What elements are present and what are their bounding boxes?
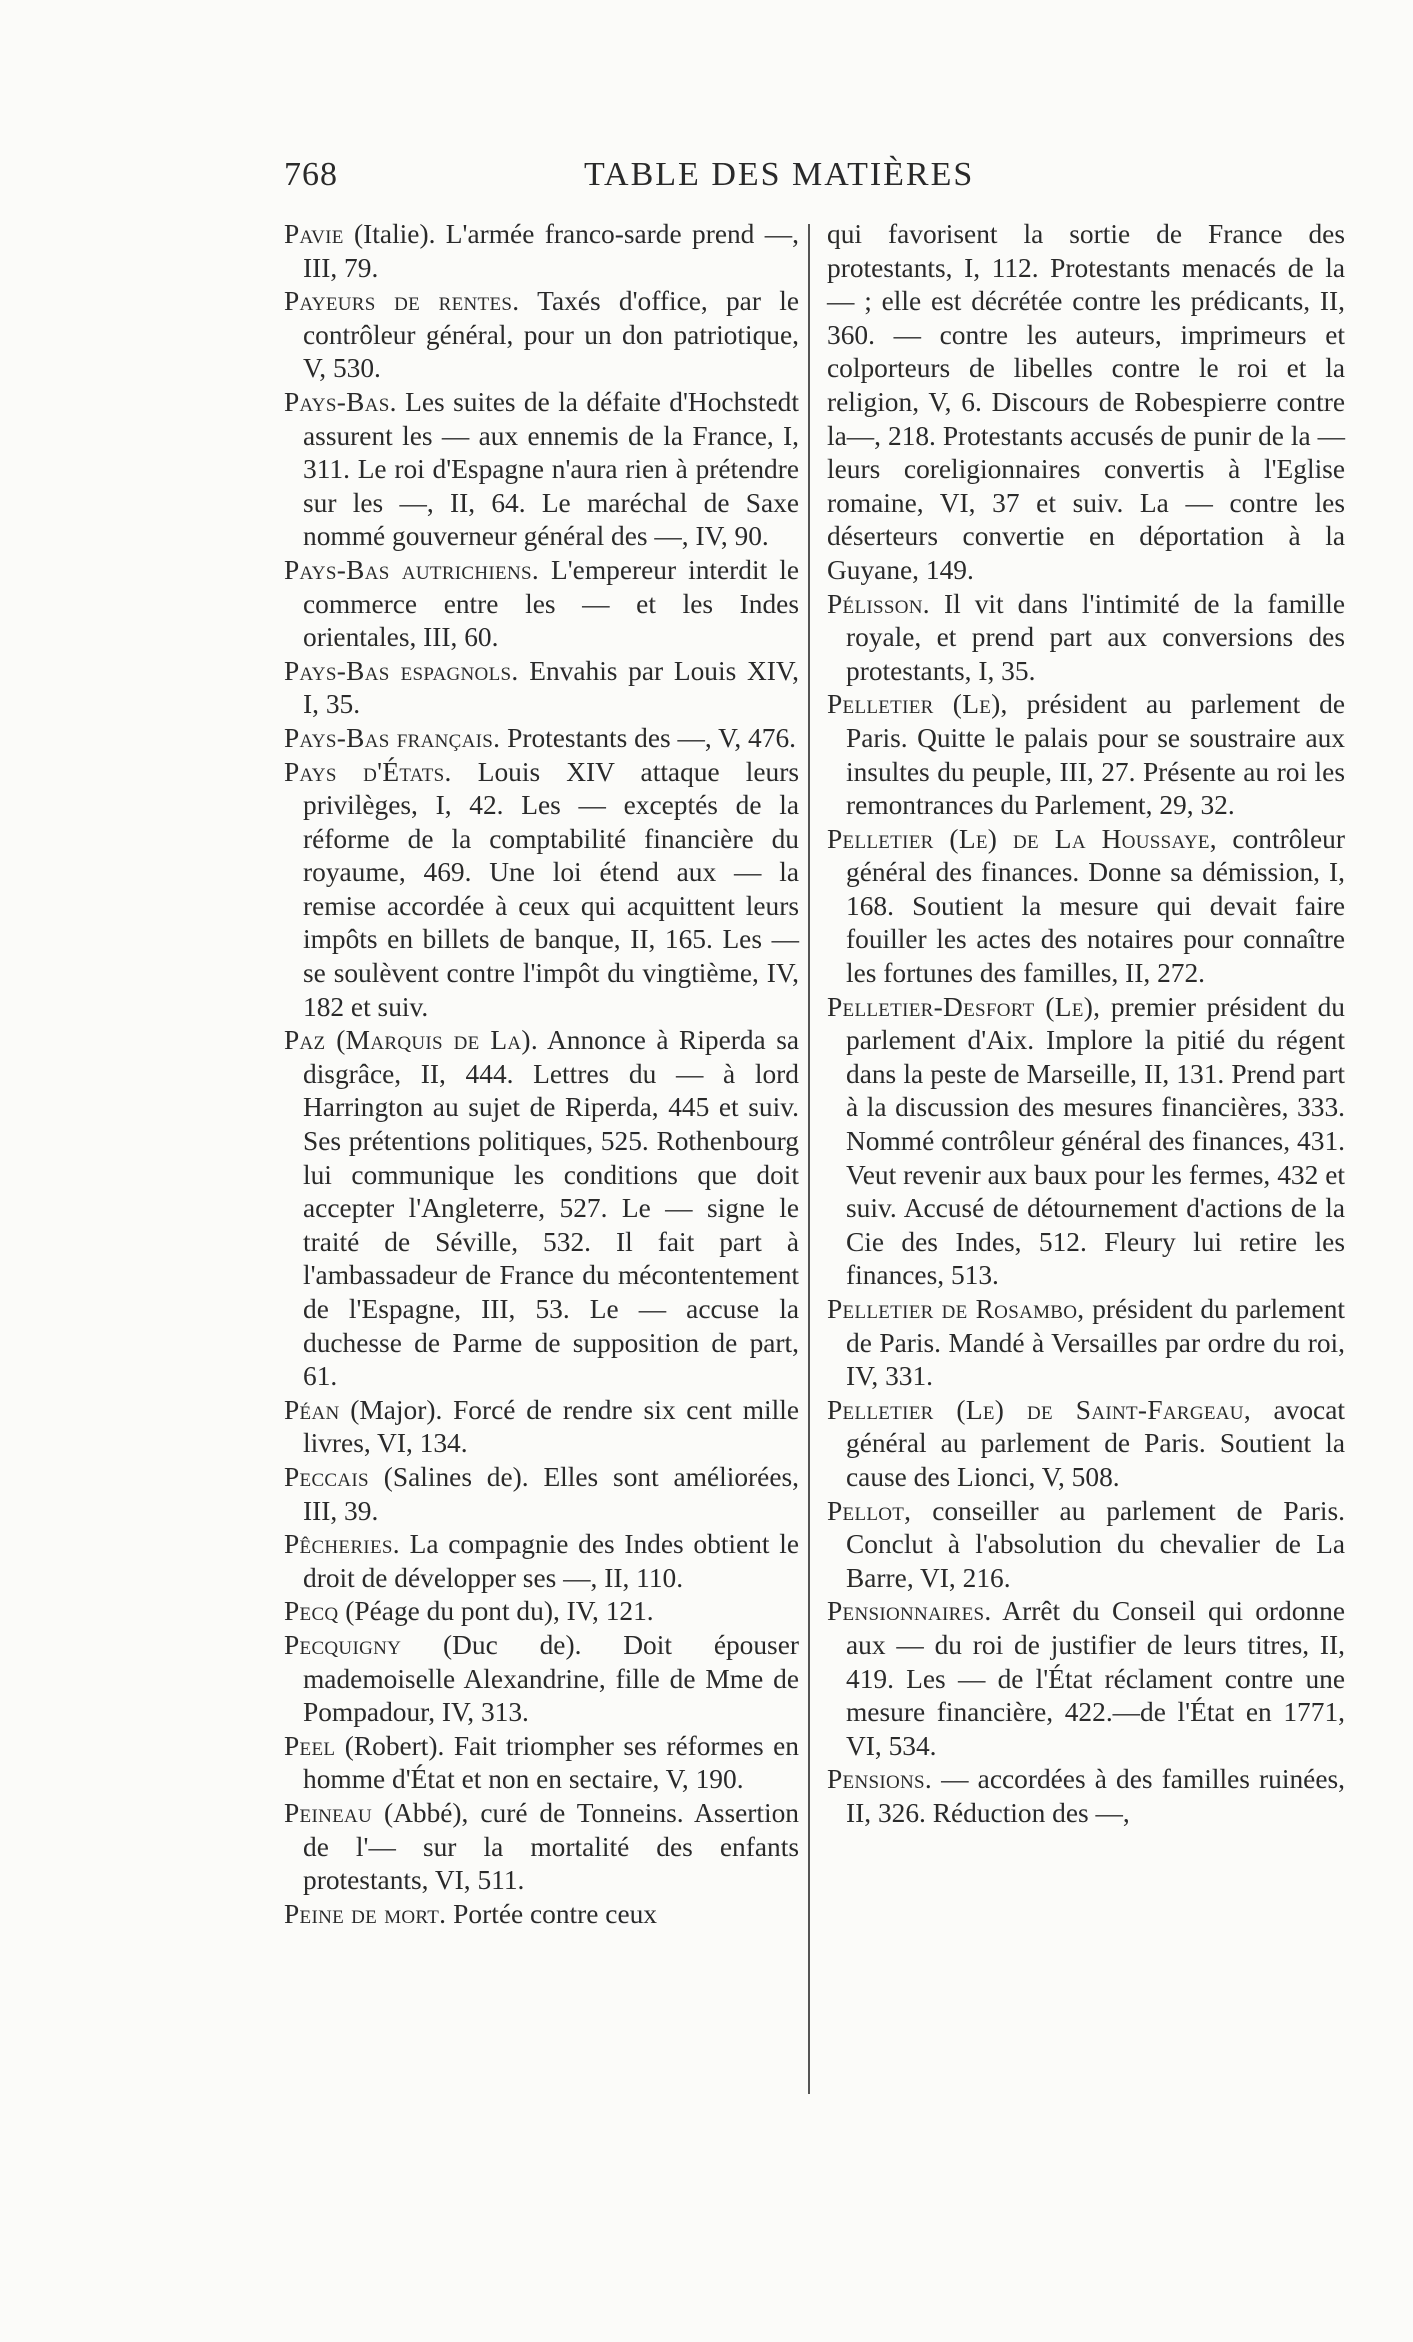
entry-heading: Pays-Bas. — [284, 386, 397, 417]
entry-text: (Italie). L'armée franco-sarde prend —, III, 79. — [303, 219, 799, 283]
entry-heading: Pecquigny — [284, 1629, 402, 1660]
entry-text: Portée contre ceux — [446, 1898, 657, 1929]
index-entry — [284, 655, 799, 722]
index-entry — [284, 1394, 799, 1461]
entry-text: (Péage du pont du), IV, 121. — [338, 1596, 654, 1627]
entry-text: L'empereur interdit le commerce entre les — et les Indes orientales, III, 60. — [303, 554, 799, 653]
index-entry — [284, 1024, 799, 1394]
entry-text: Taxés d'office, par le contrôleur général, pour un don patriotique, V, 530. — [303, 286, 799, 384]
index-entry — [284, 1595, 799, 1629]
index-entry — [284, 756, 799, 1025]
entry-text: Protestants des —, V, 476. — [500, 722, 796, 753]
index-entry — [284, 386, 799, 554]
entry-heading: Pêcheries. — [284, 1529, 400, 1560]
index-entry — [284, 1730, 799, 1797]
index-entry — [284, 554, 799, 655]
entry-text: président du parlement de Paris. Mandé à Versailles par ordre du roi, IV, 331. — [846, 1294, 1346, 1392]
page-header — [284, 150, 1014, 210]
entry-heading: Peccais — [284, 1461, 369, 1492]
index-entry — [284, 722, 799, 756]
entry-heading: Pelletier (Le) de Saint-Fargeau, — [827, 1394, 1251, 1425]
index-entry — [284, 1528, 799, 1595]
entry-text: conseiller au parlement de Paris. Conclut à l'absolution du chevalier de La Barre, VI, 216. — [846, 1495, 1345, 1593]
index-column-left — [284, 218, 799, 1931]
entry-text: Annonce à Riperda sa disgrâce, II, 444. Lettres du — à lord Harrington au sujet de Riperda, 445 et suiv. Ses prétentions politiques, 525. Rothenbourg lui communique les conditions que doit accepter l'Angleterre, 527. Le — signe le traité de Séville, 532. Il fait part à l'ambassadeur de France du mécontentement de l'Espagne, III, 53. Le — accuse la duchesse de Parme de supposition de part, 61. — [303, 1025, 800, 1392]
entry-text: (Robert). Fait triompher ses réformes en homme d'État et non en sectaire, V, 190. — [303, 1730, 799, 1795]
entry-text: La compagnie des Indes obtient le droit de développer ses —, II, 110. — [303, 1529, 799, 1593]
entry-heading: Pays-Bas espagnols. — [284, 655, 519, 686]
entry-text: — accordées à des familles ruinées, II, 326. Réduction des —, — [846, 1764, 1345, 1828]
column-divider — [808, 224, 810, 2094]
index-entry — [284, 1898, 799, 1932]
entry-heading: Paz (Marquis de La). — [284, 1025, 538, 1056]
entry-heading: Pellot, — [827, 1495, 912, 1526]
entry-heading: Payeurs de rentes. — [284, 286, 520, 317]
entry-heading: Pecq — [284, 1596, 339, 1627]
entry-heading: Peine de mort. — [284, 1898, 447, 1929]
entry-text: Envahis par Louis XIV, I, 35. — [303, 655, 799, 720]
entry-heading: Pensionnaires. — [827, 1596, 992, 1627]
index-entry — [827, 1763, 1345, 1830]
index-entry — [284, 218, 799, 285]
entry-text: (Abbé), curé de Tonneins. Assertion de l'— sur la mortalité des enfants protestants, VI, 511. — [303, 1797, 799, 1896]
entry-heading: Pensions. — [827, 1764, 933, 1795]
entry-text: (Major). Forcé de rendre six cent mille livres, VI, 134. — [303, 1394, 799, 1459]
entry-heading: Pavie — [284, 219, 344, 249]
entry-text: contrôleur général des finances. Donne sa démission, I, 168. Soutient la mesure qui devait faire fouiller les actes des notaires pour connaître les fortunes des familles, II, 272. — [846, 823, 1345, 989]
entry-text: premier président du parlement d'Aix. Implore la pitié du régent dans la peste de Marseille, II, 131. Prend part à la discussion des mesures financières, 333. Nommé contrôleur général des finances, 431. Veut revenir aux baux pour les fermes, 432 et suiv. Accusé de détournement d'actions de la Cie des Indes, 512. Fleury lui retire les finances, 513. — [846, 991, 1345, 1291]
index-entry — [284, 1461, 799, 1528]
index-entry — [827, 1595, 1345, 1763]
entry-heading: Pelletier (Le), — [827, 689, 1008, 720]
entry-text: qui favorisent la sortie de France des protestants, I, 112. Protestants menacés de la — ; elle est décrétée contre les prédicants, II, 360. — contre les auteurs, imprimeurs et colporteurs de libelles contre le roi et la religion, V, 6. Discours de Robespierre contre la—, 218. Protestants accusés de punir de la — leurs coreligionnaires convertis à l'Eglise romaine, VI, 37 et suiv. La — contre les déserteurs convertie en déportation à la Guyane, 149. — [827, 219, 1345, 585]
index-entry — [284, 1797, 799, 1898]
index-entry — [284, 1629, 799, 1730]
entry-heading: Peineau — [284, 1797, 373, 1828]
index-entry — [827, 1394, 1345, 1495]
entry-heading: Pelletier de Rosambo, — [827, 1294, 1085, 1324]
entry-text: avocat général au parlement de Paris. Soutient la cause des Lionci, V, 508. — [846, 1394, 1345, 1492]
entry-heading: Pays d'États. — [284, 756, 452, 787]
entry-text: (Duc de). Doit épouser mademoiselle Alexandrine, fille de Mme de Pompadour, IV, 313. — [303, 1629, 799, 1728]
entry-heading: Pelletier (Le) de La Houssaye, — [827, 823, 1217, 854]
index-entry — [284, 285, 799, 386]
entry-text: Il vit dans l'intimité de la famille royale, et prend part aux conversions des protestants, I, 35. — [846, 588, 1345, 686]
index-entry — [827, 991, 1345, 1293]
entry-heading: Pays-Bas français. — [284, 722, 501, 753]
entry-heading: Péan — [284, 1394, 340, 1425]
index-entry — [827, 1293, 1345, 1394]
index-entry — [827, 823, 1345, 991]
entry-heading: Pélisson. — [827, 588, 930, 619]
running-title: TABLE DES MATIÈRES — [584, 156, 975, 193]
index-entry — [827, 1495, 1345, 1596]
entry-text: Arrêt du Conseil qui ordonne aux — du roi de justifier de leurs titres, II, 419. Les — de l'État réclament contre une mesure financière, 422.—de l'État en 1771, VI, 534. — [846, 1596, 1345, 1761]
entry-text: président au parlement de Paris. Quitte le palais pour se soustraire aux insultes du peuple, III, 27. Présente au roi les remontrances du Parlement, 29, 32. — [846, 689, 1345, 821]
index-entry — [827, 688, 1345, 822]
entry-text: Les suites de la défaite d'Hochstedt assurent les — aux ennemis de la France, I, 311. Le roi d'Espagne n'aura rien à prétendre sur les —, II, 64. Le maréchal de Saxe nommé gouverneur général des —, IV, 90. — [303, 386, 799, 552]
page-number: 768 — [284, 156, 338, 193]
entry-text: Louis XIV attaque leurs privilèges, I, 42. Les — exceptés de la réforme de la comptabilité financière du royaume, 469. Une loi étend aux — la remise accordée à ceux qui acquittent leurs impôts en billets de banque, II, 165. Les — se soulèvent contre l'impôt du vingtième, IV, 182 et suiv. — [303, 756, 799, 1022]
index-entry — [827, 218, 1345, 588]
entry-heading: Pelletier-Desfort (Le), — [827, 991, 1101, 1022]
entry-text: (Salines de). Elles sont améliorées, III, 39. — [303, 1461, 799, 1526]
entry-heading: Peel — [284, 1730, 336, 1761]
index-entry — [827, 588, 1345, 689]
index-column-right — [827, 218, 1345, 1831]
entry-heading: Pays-Bas autrichiens. — [284, 554, 539, 585]
